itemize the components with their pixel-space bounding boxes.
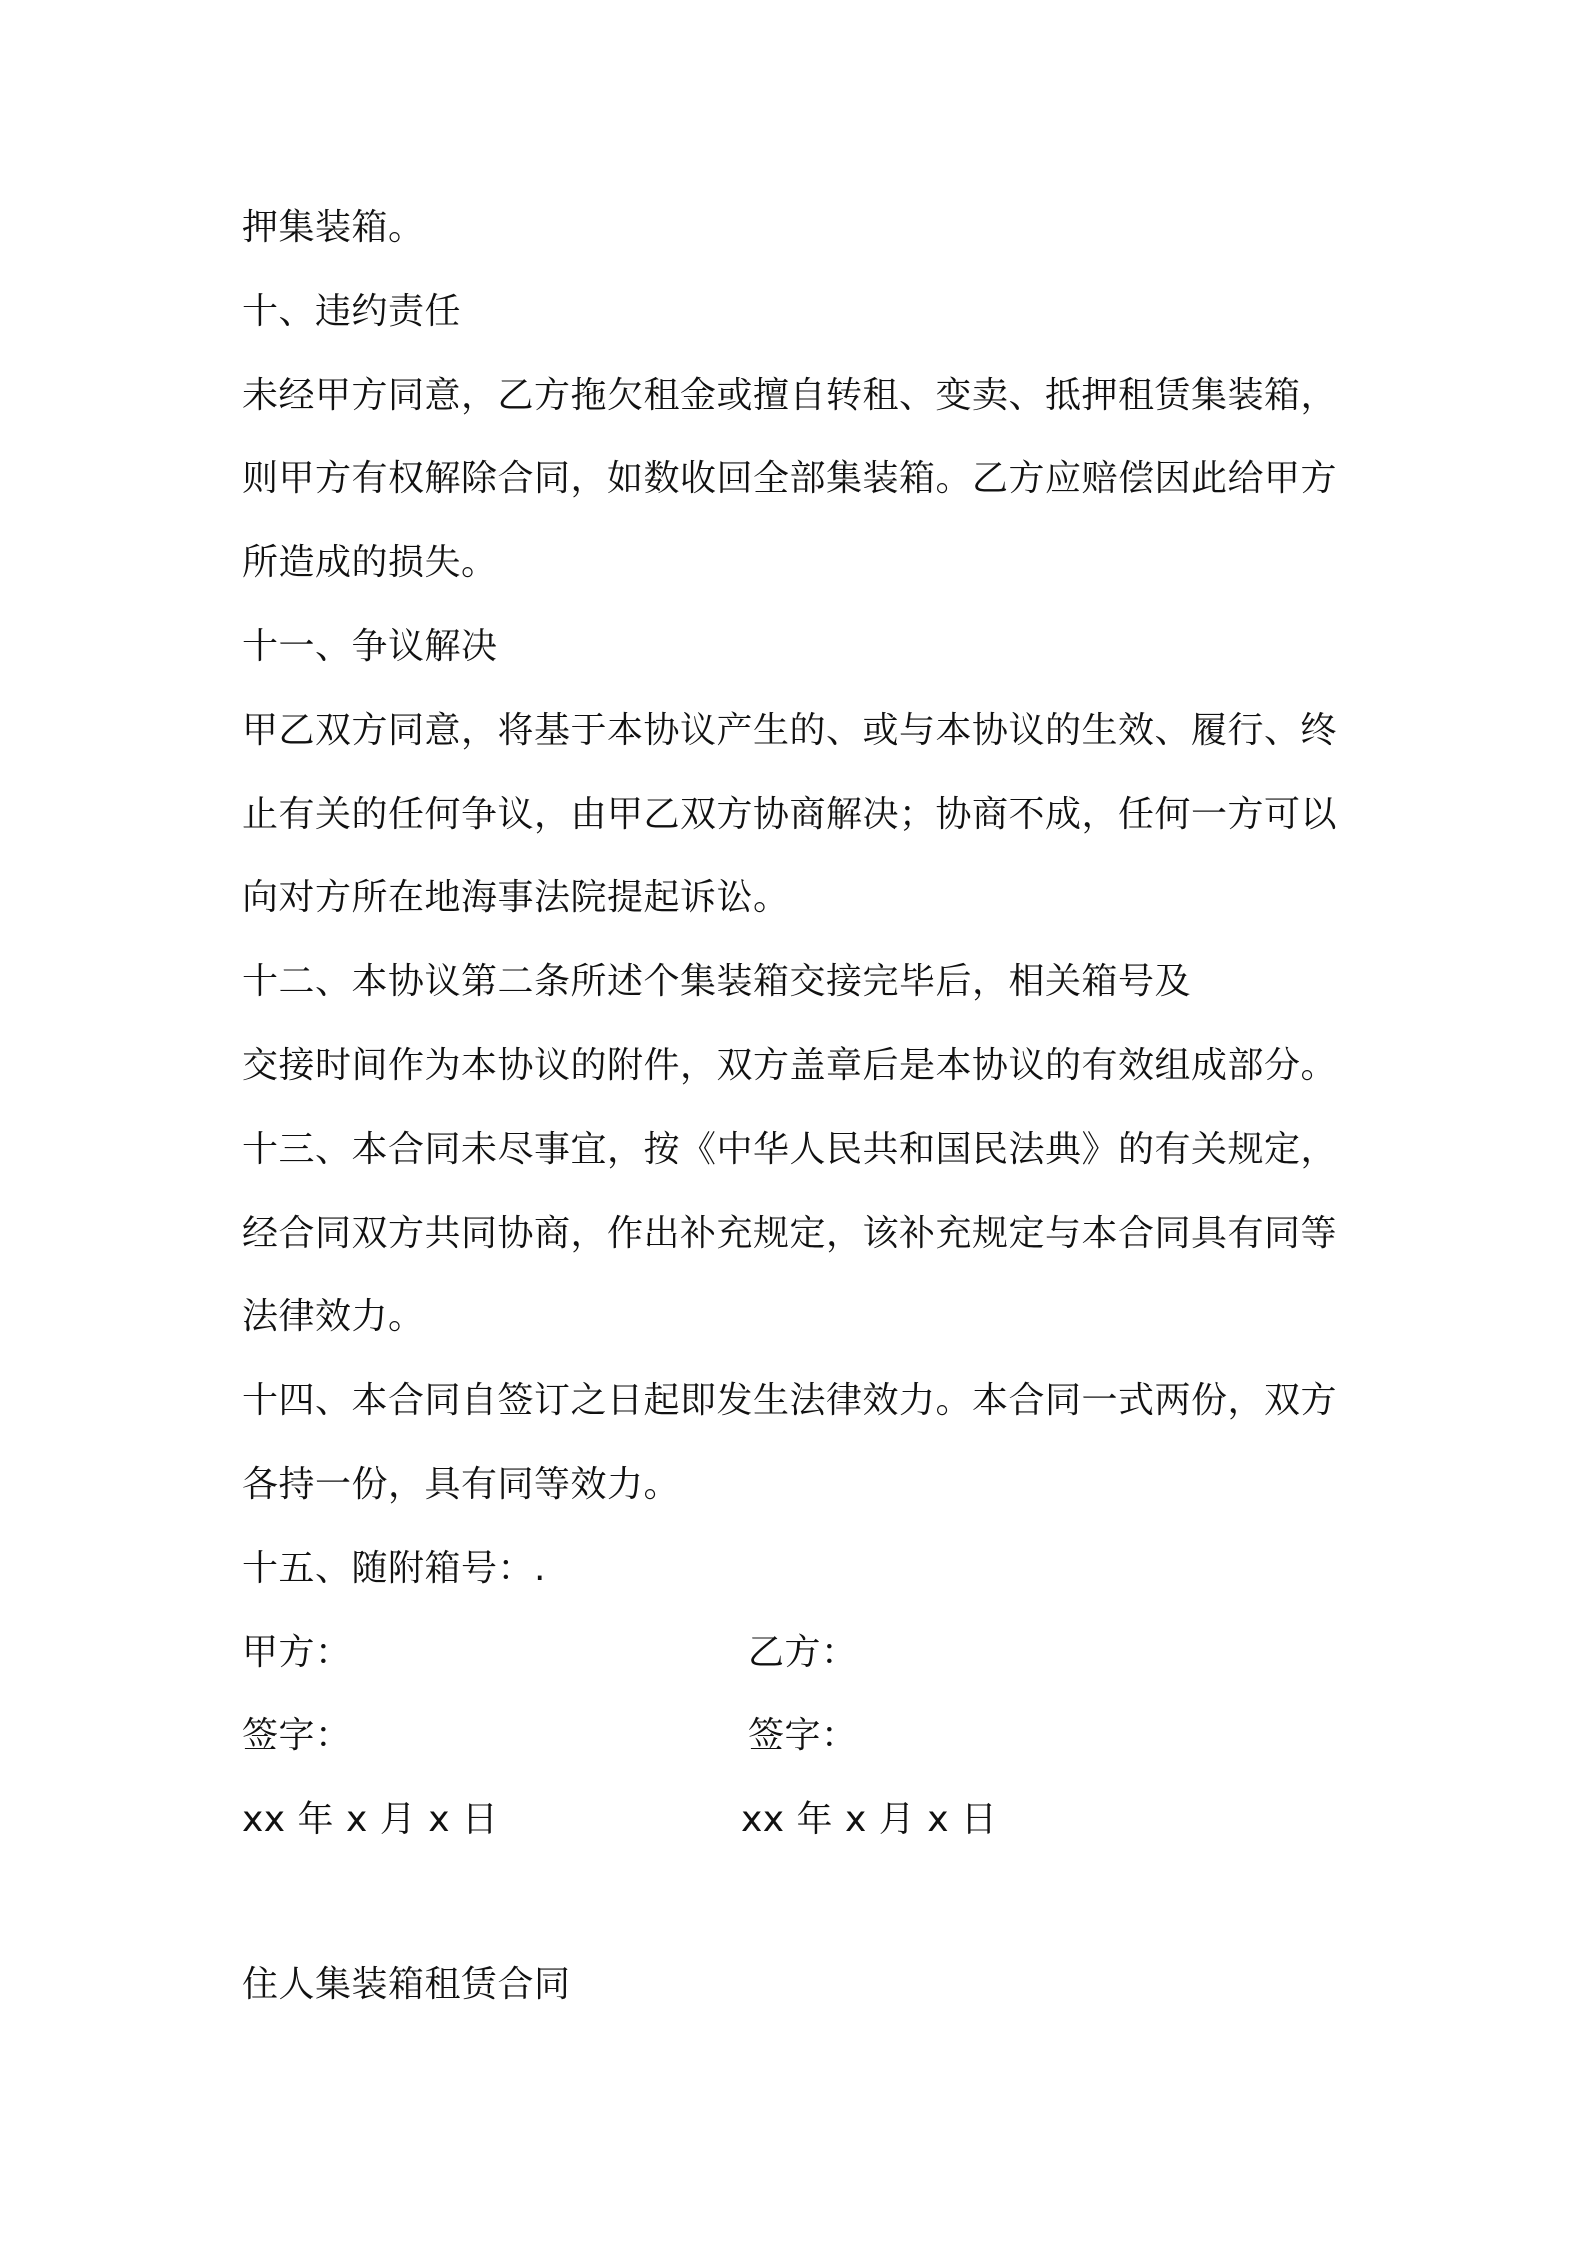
party-a-label: 甲方： <box>242 1632 352 1673</box>
date-a: xx 年 x 月 x 日 <box>242 1799 499 1840</box>
text-line: 未经甲方同意，乙方拖欠租金或擅自转租、变卖、抵押租赁集装箱， <box>242 375 1338 416</box>
text-line: 法律效力。 <box>242 1296 425 1337</box>
signature-b-label: 签字： <box>748 1715 858 1756</box>
date-b: xx 年 x 月 x 日 <box>741 1799 998 1840</box>
party-b-label: 乙方： <box>748 1632 858 1673</box>
text-line: 则甲方有权解除合同，如数收回全部集装箱。乙方应赔偿因此给甲方 <box>242 458 1338 499</box>
text-line: 经合同双方共同协商，作出补充规定，该补充规定与本合同具有同等 <box>242 1213 1338 1254</box>
text-line: 各持一份，具有同等效力。 <box>242 1464 681 1505</box>
text-line: 止有关的任何争议，由甲乙双方协商解决；协商不成，任何一方可以 <box>242 794 1338 835</box>
next-document-title: 住人集装箱租赁合同 <box>242 1964 571 2005</box>
text-line: 交接时间作为本协议的附件，双方盖章后是本协议的有效组成部分。 <box>242 1045 1338 1086</box>
text-line: 向对方所在地海事法院提起诉讼。 <box>242 877 790 918</box>
text-line: 押集装箱。 <box>242 207 425 248</box>
signature-a-label: 签字： <box>242 1715 352 1756</box>
section-heading: 十、违约责任 <box>242 291 462 332</box>
section-heading: 十一、争议解决 <box>242 626 498 667</box>
text-line: 十五、随附箱号：. <box>242 1548 546 1589</box>
text-line: 所造成的损失。 <box>242 542 498 583</box>
text-line: 甲乙双方同意，将基于本协议产生的、或与本协议的生效、履行、终 <box>242 710 1338 751</box>
text-line: 十三、本合同未尽事宜，按《中华人民共和国民法典》的有关规定， <box>242 1129 1338 1170</box>
text-line: 十四、本合同自签订之日起即发生法律效力。本合同一式两份，双方 <box>242 1380 1338 1421</box>
text-line: 十二、本协议第二条所述个集装箱交接完毕后，相关箱号及 <box>242 961 1192 1002</box>
